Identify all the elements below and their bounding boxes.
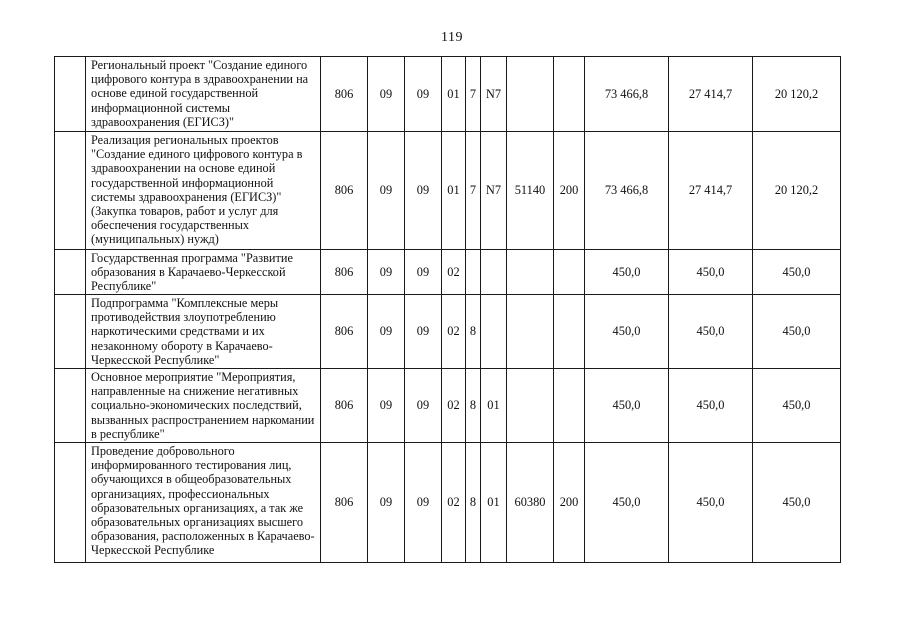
cell-amount-3: 20 120,2 — [753, 132, 841, 250]
table-row — [55, 295, 841, 369]
cell-expense-type — [554, 250, 585, 295]
cell-amount-2: 27 414,7 — [669, 132, 753, 250]
row-index-cell — [55, 443, 86, 563]
row-index-cell — [55, 295, 86, 369]
cell-program: 02 — [442, 295, 466, 369]
cell-name: Региональный проект "Создание единого цифрового контура в здравоохранении на основе единой государственной информационной системы здравоохранения (ЕГИСЗ)" — [86, 57, 321, 132]
cell-expense-type: 200 — [554, 132, 585, 250]
page-number: 119 — [441, 30, 463, 45]
cell-section: 09 — [368, 295, 405, 369]
cell-subsection: 09 — [405, 369, 442, 443]
cell-section: 09 — [368, 250, 405, 295]
cell-program: 02 — [442, 443, 466, 563]
cell-amount-3: 450,0 — [753, 443, 841, 563]
cell-program: 02 — [442, 369, 466, 443]
cell-amount-3: 20 120,2 — [753, 57, 841, 132]
cell-section: 09 — [368, 369, 405, 443]
cell-direction — [507, 250, 554, 295]
cell-amount-2: 450,0 — [669, 369, 753, 443]
cell-ministry: 806 — [321, 132, 368, 250]
table-row — [55, 57, 841, 132]
row-index-cell — [55, 132, 86, 250]
cell-subsection: 09 — [405, 250, 442, 295]
cell-section: 09 — [368, 132, 405, 250]
cell-amount-1: 450,0 — [585, 250, 669, 295]
cell-subprogram: 8 — [466, 295, 481, 369]
cell-name: Подпрограмма "Комплексные меры противодействия злоупотреблению наркотическими средствами и их незаконному обороту в Карачаево-Черкесской Республике" — [86, 295, 321, 369]
row-index-cell — [55, 57, 86, 132]
cell-amount-3: 450,0 — [753, 295, 841, 369]
cell-amount-2: 27 414,7 — [669, 57, 753, 132]
cell-section: 09 — [368, 443, 405, 563]
budget-table — [54, 56, 841, 563]
table-row — [55, 132, 841, 250]
cell-expense-type — [554, 369, 585, 443]
table-body — [55, 57, 841, 563]
cell-amount-2: 450,0 — [669, 443, 753, 563]
cell-amount-1: 450,0 — [585, 443, 669, 563]
cell-program: 02 — [442, 250, 466, 295]
cell-subprogram: 7 — [466, 57, 481, 132]
cell-amount-1: 73 466,8 — [585, 132, 669, 250]
cell-program: 01 — [442, 132, 466, 250]
cell-subprogram: 8 — [466, 369, 481, 443]
cell-amount-1: 73 466,8 — [585, 57, 669, 132]
cell-direction — [507, 369, 554, 443]
row-index-cell — [55, 250, 86, 295]
cell-name: Реализация региональных проектов "Создание единого цифрового контура в здравоохранении на основе единой государственной информационной системы здравоохранения (ЕГИСЗ)" (Закупка товаров, работ и услуг для обеспечения государственных (муниципальных) нужд) — [86, 132, 321, 250]
cell-subsection: 09 — [405, 295, 442, 369]
cell-subsection: 09 — [405, 443, 442, 563]
cell-direction — [507, 295, 554, 369]
cell-amount-1: 450,0 — [585, 369, 669, 443]
cell-expense-type: 200 — [554, 443, 585, 563]
cell-direction: 51140 — [507, 132, 554, 250]
cell-event: 01 — [481, 443, 507, 563]
cell-event: N7 — [481, 132, 507, 250]
cell-amount-3: 450,0 — [753, 369, 841, 443]
cell-event — [481, 295, 507, 369]
cell-ministry: 806 — [321, 250, 368, 295]
cell-event — [481, 250, 507, 295]
cell-amount-2: 450,0 — [669, 295, 753, 369]
cell-section: 09 — [368, 57, 405, 132]
cell-ministry: 806 — [321, 57, 368, 132]
table-row — [55, 250, 841, 295]
cell-subprogram: 8 — [466, 443, 481, 563]
cell-event: 01 — [481, 369, 507, 443]
cell-name: Основное мероприятие "Мероприятия, направленные на снижение негативных социально-экономических последствий, вызванных распространением наркомании в республике" — [86, 369, 321, 443]
cell-direction — [507, 57, 554, 132]
cell-name: Государственная программа "Развитие образования в Карачаево-Черкесской Республике" — [86, 250, 321, 295]
table-row — [55, 369, 841, 443]
cell-amount-1: 450,0 — [585, 295, 669, 369]
cell-amount-2: 450,0 — [669, 250, 753, 295]
cell-name: Проведение добровольного информированного тестирования лиц, обучающихся в общеобразовательных организациях, профессиональных образовательных организациях, а так же образовательных организациях высшего образования, расположенных в Карачаево-Черкесской Республике — [86, 443, 321, 563]
cell-event: N7 — [481, 57, 507, 132]
cell-subprogram — [466, 250, 481, 295]
cell-program: 01 — [442, 57, 466, 132]
cell-ministry: 806 — [321, 443, 368, 563]
cell-ministry: 806 — [321, 369, 368, 443]
table-row — [55, 443, 841, 563]
row-index-cell — [55, 369, 86, 443]
cell-subsection: 09 — [405, 132, 442, 250]
cell-subsection: 09 — [405, 57, 442, 132]
cell-amount-3: 450,0 — [753, 250, 841, 295]
cell-direction: 60380 — [507, 443, 554, 563]
cell-ministry: 806 — [321, 295, 368, 369]
cell-expense-type — [554, 295, 585, 369]
cell-expense-type — [554, 57, 585, 132]
cell-subprogram: 7 — [466, 132, 481, 250]
